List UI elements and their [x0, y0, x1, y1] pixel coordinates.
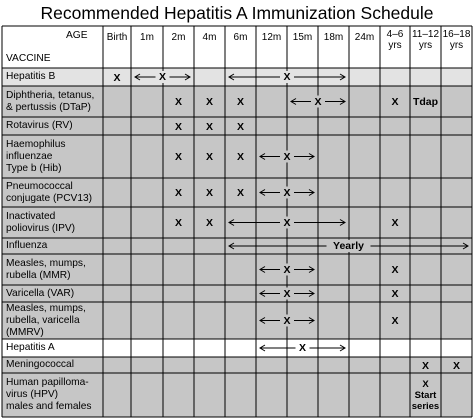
vaccine-name: Rotavirus (RV) — [6, 120, 73, 131]
vaccine-name: Haemophilus influenzae Type b (Hib) — [6, 138, 66, 174]
vaccine-name: Pneumococcal conjugate (PCV13) — [6, 180, 93, 204]
dose-mark: X — [205, 120, 213, 133]
dose-mark: X — [174, 96, 182, 108]
dose-mark: X — [391, 96, 399, 108]
dose-mark: X — [421, 359, 429, 372]
dose-mark: X — [391, 217, 399, 229]
vaccine-name: Inactivated poliovirus (IPV) — [6, 210, 76, 234]
age-column-header: 24m — [354, 32, 375, 43]
dose-mark: X — [391, 315, 399, 327]
dose-mark: X — [174, 217, 182, 229]
vaccine-name: Measles, mumps, rubella (MMR) — [6, 257, 86, 281]
dose-mark: Tdap — [412, 96, 439, 108]
dose-mark: X — [113, 71, 121, 84]
age-column-header: 18m — [323, 32, 344, 43]
age-column-header: 1m — [140, 32, 154, 43]
range-dose-label: X — [158, 71, 166, 83]
vaccine-name: Varicella (VAR) — [6, 287, 75, 299]
dose-mark: X — [236, 151, 244, 163]
page-title: Recommended Hepatitis A Immunization Schedule — [40, 3, 434, 23]
dose-mark: X — [174, 151, 182, 163]
age-column-header: 11–12 yrs — [411, 29, 440, 51]
dose-mark: X — [391, 288, 399, 300]
range-dose-label: Yearly — [333, 240, 364, 252]
dose-mark: X — [236, 187, 244, 199]
age-column-header: 6m — [233, 32, 248, 43]
dose-mark: X — [236, 96, 244, 108]
vaccine-name: Measles, mumps, rubella, varicella (MMRV) — [6, 302, 86, 338]
age-column-header: 12m — [261, 32, 282, 43]
vaccine-name: Human papilloma- virus (HPV) males and females — [6, 377, 92, 412]
vaccine-name: Hepatitis A — [6, 342, 55, 353]
range-dose-label: X — [314, 95, 322, 108]
dose-mark: X — [205, 187, 213, 199]
vaccine-name: Influenza — [6, 240, 48, 251]
vaccine-name: Diphtheria, tetanus, & pertussis (DTaP) — [6, 89, 95, 113]
dose-mark: X — [205, 96, 213, 108]
range-dose-label: X — [298, 342, 306, 354]
age-column-header: 15m — [292, 32, 313, 43]
vaccine-name: Hepatitis B — [6, 71, 56, 82]
dose-mark: X Start series — [411, 378, 440, 412]
range-dose-label: X — [283, 71, 291, 83]
age-column-header: 4m — [202, 32, 217, 43]
dose-mark: X — [391, 264, 399, 276]
dose-mark: X — [452, 359, 460, 372]
dose-mark: X — [205, 217, 213, 229]
age-header-label: AGE — [66, 30, 88, 41]
dose-mark: X — [205, 151, 213, 163]
range-dose-label: X — [283, 314, 291, 327]
dose-mark: X — [174, 187, 182, 199]
range-dose-label: X — [283, 216, 291, 229]
vaccine-header-label: VACCINE — [6, 53, 51, 64]
dose-mark: X — [236, 120, 244, 133]
dose-mark: X — [174, 120, 182, 133]
age-column-header: 2m — [171, 32, 186, 43]
vaccine-name: Meningococcal — [6, 359, 74, 370]
range-dose-label: X — [283, 186, 291, 199]
age-column-header: 4–6 yrs — [386, 29, 404, 51]
range-dose-label: X — [283, 263, 291, 276]
age-column-header: Birth — [106, 32, 128, 43]
range-dose-label: X — [283, 287, 291, 300]
age-column-header: 16–18 yrs — [442, 29, 471, 51]
range-dose-label: X — [283, 150, 291, 163]
